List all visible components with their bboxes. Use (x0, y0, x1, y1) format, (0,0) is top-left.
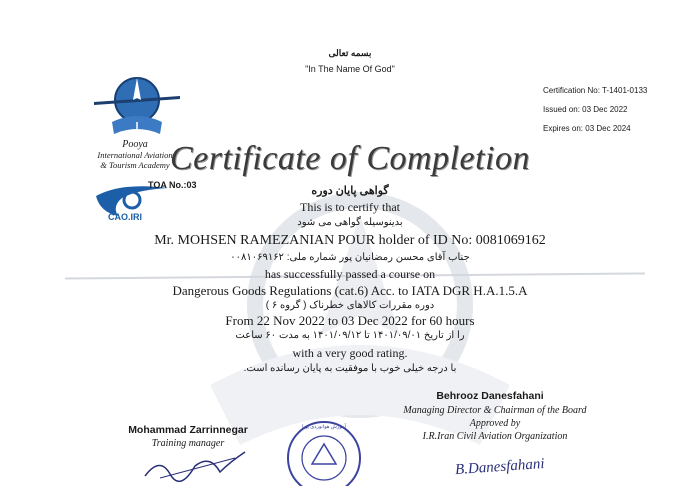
toa-number: TOA No.:03 (148, 180, 197, 190)
right-handwritten-signature: B.Danesfahani (454, 455, 546, 479)
holder-persian: جناب آقای محسن رمضانیان پور شماره ملی: ۰۰۸۱۰۶۹۱۶۲ (230, 252, 470, 263)
rating-persian: با درجه خیلی خوب با موفقیت به پایان رسانده است. (243, 363, 457, 374)
basmala-persian: بسمه تعالی (328, 48, 372, 58)
academy-name-line1: Pooya (122, 139, 148, 150)
academy-name-line2: International Aviation (97, 150, 173, 160)
course-persian: دوره مقررات کالاهای خطرناک ( گروه ۶ ) (265, 300, 435, 311)
certify-persian: بدینوسیله گواهی می شود (297, 217, 403, 228)
dates-persian: را از تاریخ ۱۴۰۱/۰۹/۰۱ تا ۱۴۰۱/۰۹/۱۲ به مدت ۶۰ ساعت (235, 330, 465, 341)
certificate-title: Certificate of Completion (169, 140, 531, 177)
title-persian: گواهی پایان دوره (311, 185, 389, 197)
cao-logo-text: CAO.IRI (108, 212, 143, 222)
left-signatory-name: Mohammad Zarrinnegar (128, 424, 248, 436)
left-signatory-title: Training manager (151, 438, 225, 449)
pooya-academy-logo-icon (92, 70, 182, 140)
basmala-english: "In The Name Of God" (305, 64, 395, 74)
issued-date: Issued on: 03 Dec 2022 (543, 105, 628, 114)
rating-english: with a very good rating. (292, 346, 408, 360)
academy-name-line3: & Tourism Academy (100, 160, 170, 170)
right-signatory-name: Behrooz Danesfahani (436, 390, 544, 402)
certification-number: Certification No: T-1401-0133 (543, 86, 648, 95)
holder-english: Mr. MOHSEN RAMEZANIAN POUR holder of ID No: 0081069162 (154, 233, 546, 248)
certify-english: This is to certify that (300, 200, 400, 214)
dates-english: From 22 Nov 2022 to 03 Dec 2022 for 60 hours (225, 313, 475, 328)
left-handwritten-signature-icon (140, 448, 250, 482)
approved-by: Approved by (469, 418, 521, 429)
course-english: Dangerous Goods Regulations (cat.6) Acc. to IATA DGR H.A.1.5.A (172, 283, 528, 298)
approving-organization: I.R.Iran Civil Aviation Organization (422, 431, 568, 442)
expiry-date: Expires on: 03 Dec 2024 (543, 124, 631, 133)
stamp-text: آموزش هوانوردی پویا (302, 424, 346, 430)
right-signatory-title: Managing Director & Chairman of the Board (403, 405, 587, 416)
passed-english: has successfully passed a course on (264, 267, 436, 281)
